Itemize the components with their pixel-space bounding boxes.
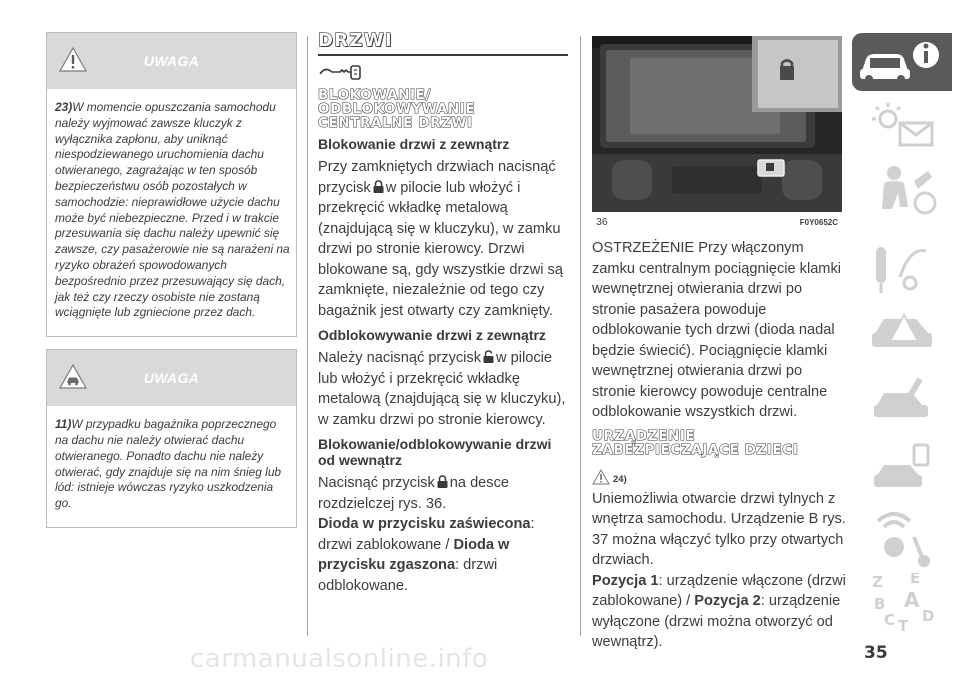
led-off-label: Dioda w przycisku zgaszona [318,536,510,573]
sidebar-item-dashboard-lights[interactable] [870,101,940,151]
led-on-text: : drzwi zablokowane / [318,516,535,553]
multimedia-icon [878,514,930,567]
subsection-title: URZĄDZENIE ZABEZPIECZAJĄCE DZIECI [592,427,799,458]
warning-title: UWAGA [143,53,200,69]
middle-column [318,30,568,602]
position1-label: Pozycja 1 [592,572,659,589]
car-info-icon [852,33,952,91]
paragraph-outside-lock [318,157,568,321]
index-icon [870,573,942,635]
unlock-icon [483,350,494,363]
dashboard-photo [592,36,842,212]
key-row [318,62,568,84]
led-on-label: Dioda w przycisku zaświecona [318,516,531,532]
heading-outside-unlock: Odblokowywanie drzwi z zewnątrz [318,327,546,343]
warning-header [47,350,296,406]
column-divider [580,36,581,636]
lock-icon [437,475,448,488]
text: Nacisnąć przycisk [318,475,435,491]
right-column [592,36,847,659]
warning-text [47,406,296,527]
paragraph-inside [318,473,568,596]
text: Należy nacisnąć przycisk [318,350,482,366]
starting-driving-icon [876,247,926,293]
warning-triangle-icon [592,469,610,485]
led-off-text: : drzwi odblokowane. [318,557,498,594]
sidebar-item-emergency[interactable] [870,305,940,360]
index-letter: T [898,617,909,635]
technical-data-icon [874,445,928,487]
sidebar-item-maintenance[interactable] [870,371,940,431]
figure-number: 36 [596,216,608,228]
warning-body: W przypadku bagażnika poprzecznego na dachu nie należy otwierać dachu otwieranego. Ponadto dachu nie należy otwierać, gdy znajduje się na nim śnieg lub lód: istnieje wówczas ryzyko uszkodzenia go. [55,417,282,511]
figure-code: F0Y0652C [799,218,838,227]
index-letter: D [922,607,935,625]
maintenance-icon [874,377,928,417]
warning-ref: 11) [55,417,72,432]
sidebar-item-starting-driving[interactable] [870,237,940,297]
index-letter: Z [872,573,883,591]
text: na desce rozdzielczej rys. 36. [318,475,510,512]
sidebar-item-multimedia[interactable] [870,507,940,577]
sidebar-item-technical-data[interactable] [870,439,940,499]
warning-body: W momencie opuszczania samochodu należy wyjmować zawsze kluczyk z wyłącznika zapłonu, aby uniknąć niespodziewanego uruchomienia dachu otwieranego, zagrażając w ten sposób bezpieczeństwu osób pozostałych w samochodzie: nieprawidłowe użycie dachu może być niebezpieczne. Przed i w trakcie przesuwania się dachu należy upewnić się zawsze, czy pasażerowie nie są narażeni na ryzyko obrażeń spowodowanych bezpośrednio przez przesuwający się dach, jak też czy rzeczy osobiste nie zostaną wciągnięte lub zgniecione przez dach. [55,100,290,320]
reference-row [592,463,847,485]
dashboard-lights-icon [872,103,932,145]
figure-image [592,36,842,212]
warning-header [47,33,296,89]
sidebar-item-index[interactable] [870,573,942,635]
warning-title: UWAGA [143,370,200,387]
index-letter: C [884,611,896,629]
subsection-title: BLOKOWANIE/ ODBLOKOWYWANIE CENTRALNE DRZWI [318,87,476,131]
text: Przy zamkniętych drzwiach nacisnąć przycisk [318,159,556,196]
position1-text: : urządzenie włączone (drzwi zablokowane) / [592,572,846,609]
heading-outside-lock: Blokowanie drzwi z zewnątrz [318,136,510,152]
section-title: DRZWI [318,30,393,51]
heading-inside: Blokowanie/odblokowywanie drzwi od wewnątrz [318,436,552,468]
watermark: carmanualsonline.info [190,644,489,674]
page-number: 35 [864,643,888,663]
emergency-icon [872,315,932,347]
paragraph-outside-unlock [318,348,568,430]
warning-box [46,32,297,337]
sidebar-item-safety[interactable] [870,163,940,223]
figure-caption [596,216,838,228]
paragraph-warning: OSTRZEŻENIE Przy włączonym zamku centralnym pociągnięcie klamki wewnętrznej otwierania drzwi po stronie pasażera powoduje odblokowanie tych drzwi (dioda nadal będzie świecić). Pociągnięcie klamki wewnętrznej otwierania drzwi po stronie kierowcy powoduje centralne odblokowanie wszystkich drzwi. [592,240,842,420]
warning-triangle-icon [58,45,88,75]
lock-icon [373,180,384,193]
reference-number: 24) [613,473,627,485]
warning-text [47,89,296,336]
key-icon [318,62,362,82]
position2-text: : urządzenie wyłączone (drzwi można otworzyć od wewnątrz). [592,593,841,650]
chapter-sidebar [852,33,952,633]
index-letter: B [874,595,886,613]
text: Uniemożliwia otwarcie drzwi tylnych z wnętrza samochodu. Urządzenie B rys. 37 można włączyć tylko przy otwartych drzwiach. [592,490,846,568]
warning-ref: 23) [55,100,73,114]
paragraph-child-lock [592,489,847,653]
index-letter: A [904,588,920,612]
text: w pilocie lub włożyć i przekręcić wkładkę metalową (znajdującą się w kluczyku), w zamku drzwi po stronie kierowcy. Drzwi blokowane są, gdy wszystkie drzwi są zamknięte, niezależnie od tego czy bagażnik jest otwarty czy zamknięty. [318,179,563,319]
column-divider [307,36,308,636]
position2-label: Pozycja 2 [694,593,761,609]
sidebar-item-car-info[interactable] [852,33,952,91]
car-warning-icon [58,362,88,392]
warning-box [46,349,297,528]
safety-icon [882,166,935,213]
section-rule [318,54,568,56]
index-letter: E [910,573,921,587]
left-column [46,32,297,540]
text: w pilocie lub włożyć i przekręcić wkładkę metalową (znajdującą się w kluczyku), w zamku drzwi po stronie kierowcy. [318,350,566,428]
